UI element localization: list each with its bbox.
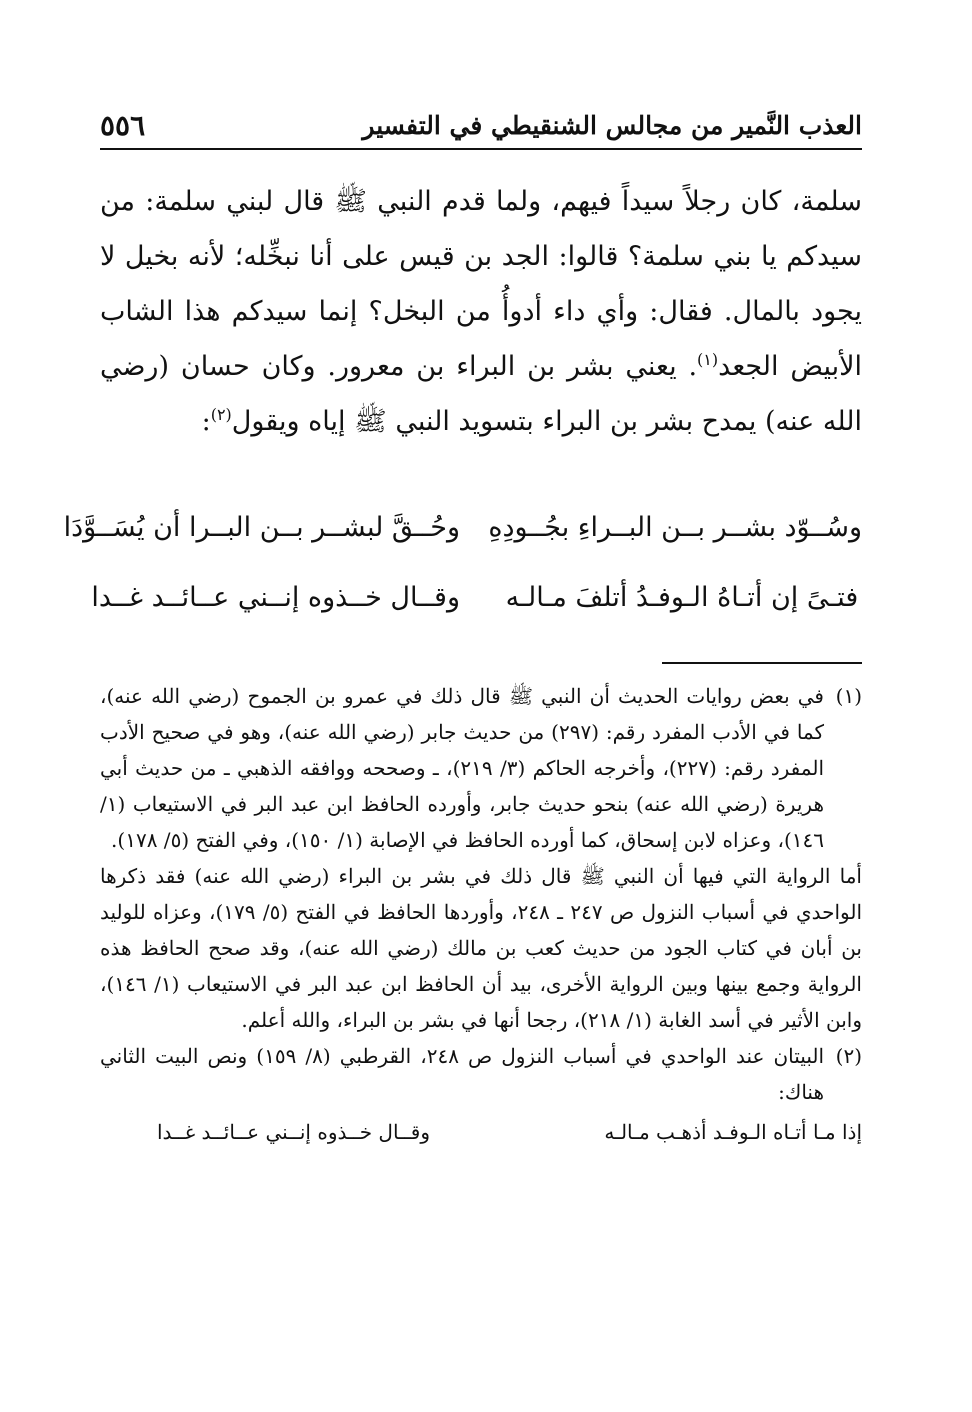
paragraph-part-3: : — [201, 406, 211, 437]
footnote-ref-2[interactable]: (٢) — [210, 405, 232, 424]
running-title: العذب النَّمير من مجالس الشنقيطي في التفسير — [362, 111, 862, 140]
verse-1-second-hemistich: وسُــوّد بشــر بــن البــراءِ بجُــودِهِ — [488, 512, 862, 543]
verse-2-first-hemistich: وقــال خــذوه إنــني عــائــد غــدا — [91, 582, 460, 613]
verse-2-second-hemistich: فتـىً إن أتـاهُ الـوفـدُ أتلفَ مـالـه — [505, 582, 859, 613]
page-number: ٥٥٦ — [100, 109, 146, 142]
footnote-ref-1[interactable]: (١) — [697, 350, 719, 369]
paragraph-part-1: سلمة، كان رجلاً سيداً فيهم، ولما قدم النبي ﷺ قال لبني سلمة: من سيدكم يا بني سلمة؟ قالوا: الجد بن قيس على أنا نبخِّله؛ لأنه بخيل لا يجود بالمال. فقال: وأي داء أدوأُ من البخل؟ إنما سيدكم هذا الشاب الأبيض الجعد — [100, 186, 863, 382]
poem-verse-2 — [91, 582, 862, 613]
page-header — [100, 96, 862, 150]
footnote-2-body — [100, 1038, 824, 1110]
footnotes — [100, 678, 862, 1150]
footnote-verse-second-hemistich: إذا مـا أتـاه الـوفـد أذهـب مـالـه — [604, 1120, 862, 1144]
footnote-2-text: البيتان عند الواحدي في أسباب النزول ص ٢٤٨، القرطبي (٨/ ١٥٩) ونص البيت الثاني هناك: — [100, 1044, 825, 1104]
footnote-1-paragraph-b: أما الرواية التي فيها أن النبي ﷺ قال ذلك في بشر بن البراء (رضي الله عنه) فقد ذكرها الواحدي في أسباب النزول ص ٢٤٧ ـ ٢٤٨، وأوردها الحافظ في الفتح (٥/ ١٧٩)، وعزاه للوليد بن أبان في كتاب الجود من حديث كعب بن مالك (رضي الله عنه)، وقد صحح الحافظ هذه الرواية وجمع بينها وبين الرواية الأخرى، بيد أن الحافظ ابن عبد البر في الاستيعاب (١/ ١٤٦)، وابن الأثير في أسد الغابة (١/ ٢١٨)، رجحا أنها في بشر بن البراء، والله أعلم. — [100, 864, 863, 1032]
footnote-separator — [662, 662, 862, 664]
main-text — [100, 174, 862, 449]
footnote-2 — [100, 1038, 862, 1110]
main-paragraph — [100, 174, 862, 449]
footnote-2-verse — [100, 1114, 862, 1150]
poem-verse-1 — [63, 512, 862, 543]
paragraph-part-2: . يعني بشر بن البراء بن معرور. وكان حسان (رضي الله عنه) يمدح بشر بن البراء بتسويد النبي ﷺ إياه ويقول — [100, 351, 862, 437]
verse-1-first-hemistich: وحُــقَّ لبشــر بــن البــرا أن يُسَــوَّدَا — [63, 512, 460, 543]
footnote-1 — [100, 678, 862, 858]
footnote-verse-first-hemistich: وقــال خــذوه إنــني عــائــد غــدا — [156, 1120, 430, 1144]
footnote-1-number: (١) — [835, 684, 862, 708]
footnote-1-paragraph-a: في بعض روايات الحديث أن النبي ﷺ قال ذلك في عمرو بن الجموح (رضي الله عنه)، كما في الأدب المفرد رقم: (٢٩٧) من حديث جابر (رضي الله عنه)، وهو في صحيح الأدب المفرد رقم: (٢٢٧)، وأخرجه الحاكم (٣/ ٢١٩)، ـ وصححه ووافقه الذهبي ـ من حديث أبي هريرة (رضي الله عنه) بنحو حديث جابر، وأورده الحافظ ابن عبد البر في الاستيعاب (١/ ١٤٦)، وعزاه لابن إسحاق، كما أورده الحافظ في الإصابة (١/ ١٥٠)، وفي الفتح (٥/ ١٧٨). — [100, 684, 824, 852]
footnote-2-number: (٢) — [835, 1044, 862, 1068]
footnote-1-body — [100, 678, 824, 858]
